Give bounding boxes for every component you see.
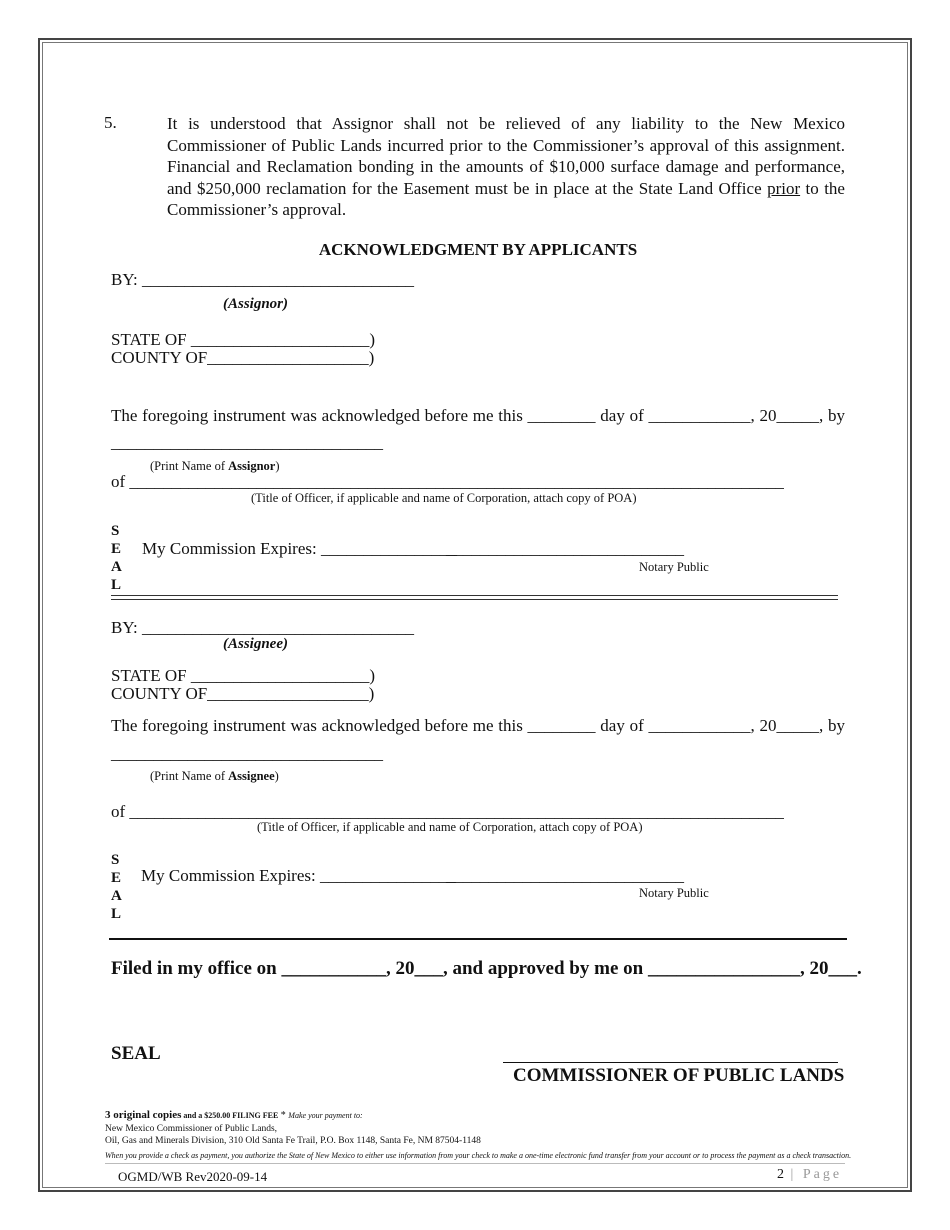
asterisk: *: [278, 1110, 289, 1121]
assignee-state-field[interactable]: STATE OF _____________________): [111, 666, 376, 685]
assignee-notary-label: Notary Public: [639, 886, 709, 900]
assignee-of-line[interactable]: of _____________________________________________________________________________: [111, 802, 784, 821]
assignee-seal-letters: [111, 851, 122, 923]
assignor-title-caption: (Title of Officer, if applicable and name of Corporation, attach copy of POA): [251, 491, 637, 505]
page-separator: |: [784, 1167, 803, 1182]
assignor-state-field[interactable]: STATE OF _____________________): [111, 330, 376, 349]
assignor-caption-suffix: ): [275, 459, 280, 473]
seal-letter: E: [111, 870, 122, 886]
payment-instruction: Make your payment to:: [288, 1111, 363, 1120]
assignee-commission-expires[interactable]: My Commission Expires: ________________: [141, 866, 456, 885]
address-line-2: Oil, Gas and Minerals Division, 310 Old Santa Fe Trail, P.O. Box 1148, Santa Fe, NM 87504-1148: [105, 1136, 481, 1146]
filing-instructions: [105, 1109, 363, 1121]
seal-letter: S: [111, 852, 120, 868]
seal-letter: A: [111, 559, 122, 575]
paragraph-5-text-a: It is understood that Assignor shall not be relieved of any liability to the New Mexico Commissioner of Public Lands incurred prior to the Commissioner’s approval of this assignment. Financial and Reclamation bonding in the amounts of $10,000 surface damage and performance, and $250,000 reclamation for the Easement must be in place at the State Land Office: [167, 114, 845, 198]
filing-fee: and a $250.00 FILING FEE: [181, 1111, 279, 1120]
paragraph-5-text: [167, 113, 845, 221]
filed-approved-line[interactable]: Filed in my office on ___________, 20___, and approved by me on ________________, 20___.: [111, 958, 862, 979]
assignee-title-caption: (Title of Officer, if applicable and name of Corporation, attach copy of POA): [257, 820, 643, 834]
paragraph-5-text-b: to the Commissioner’s approval.: [167, 178, 845, 219]
commissioner-signature-line[interactable]: [503, 1062, 838, 1063]
section-heading: ACKNOWLEDGMENT BY APPLICANTS: [318, 240, 638, 259]
section-divider-thick: [109, 938, 847, 940]
payment-disclaimer: When you provide a check as payment, you authorize the State of New Mexico to either use information from your check to make a one-time electronic fund transfer from your account or to process the payment as a check transaction.: [105, 1151, 852, 1160]
assignor-seal-letters: [111, 522, 122, 594]
assignee-role-label: (Assignee): [223, 636, 288, 652]
paragraph-5-underlined-word: prior: [767, 178, 801, 198]
assignor-notary-signature-line[interactable]: ____________________________: [446, 539, 684, 558]
assignee-acknowledgment-text[interactable]: The foregoing instrument was acknowledged before me this ________ day of ____________, 20_____, by: [111, 716, 845, 735]
page-word: Page: [802, 1167, 843, 1182]
assignee-caption-suffix: ): [274, 769, 279, 783]
assignor-caption-prefix: (Print Name of: [150, 459, 229, 473]
assignee-print-name-line[interactable]: ________________________________: [111, 744, 383, 763]
assignee-by-signature-line[interactable]: BY: ________________________________: [111, 618, 415, 637]
address-line-1: New Mexico Commissioner of Public Lands,: [105, 1124, 278, 1134]
footer-divider: [105, 1163, 845, 1164]
page-number-value: 2: [777, 1167, 784, 1182]
assignor-acknowledgment-text[interactable]: The foregoing instrument was acknowledged before me this ________ day of ____________, 20_____, by: [111, 406, 845, 425]
assignor-caption-bold: Assignor: [228, 459, 276, 473]
assignee-caption-prefix: (Print Name of: [150, 769, 229, 783]
assignor-of-line[interactable]: of _____________________________________________________________________________: [111, 472, 784, 491]
page-number: [777, 1167, 842, 1183]
assignee-notary-signature-line[interactable]: ____________________________: [446, 866, 684, 885]
assignor-county-field[interactable]: COUNTY OF___________________): [111, 348, 375, 367]
assignor-by-signature-line[interactable]: BY: ________________________________: [111, 270, 415, 289]
assignor-role-label: (Assignor): [223, 296, 289, 312]
assignee-caption-bold: Assignee: [228, 769, 275, 783]
commissioner-title: COMMISSIONER OF PUBLIC LANDS: [513, 1065, 845, 1086]
commissioner-seal-label: SEAL: [111, 1043, 161, 1064]
assignee-print-name-caption: [150, 769, 279, 784]
seal-letter: E: [111, 541, 122, 557]
assignee-county-field[interactable]: COUNTY OF___________________): [111, 684, 375, 703]
assignor-print-name-line[interactable]: ________________________________: [111, 433, 383, 452]
form-revision-id: OGMD/WB Rev2020-09-14: [118, 1169, 268, 1184]
copies-count: 3 original copies: [105, 1109, 182, 1121]
seal-letter: L: [111, 906, 122, 922]
seal-letter: S: [111, 523, 120, 539]
section-divider-double: [111, 595, 838, 600]
assignor-notary-label: Notary Public: [639, 560, 709, 574]
paragraph-number: 5.: [104, 113, 117, 132]
seal-letter: L: [111, 577, 122, 593]
assignor-commission-expires[interactable]: My Commission Expires: ________________: [142, 539, 457, 558]
seal-letter: A: [111, 888, 122, 904]
